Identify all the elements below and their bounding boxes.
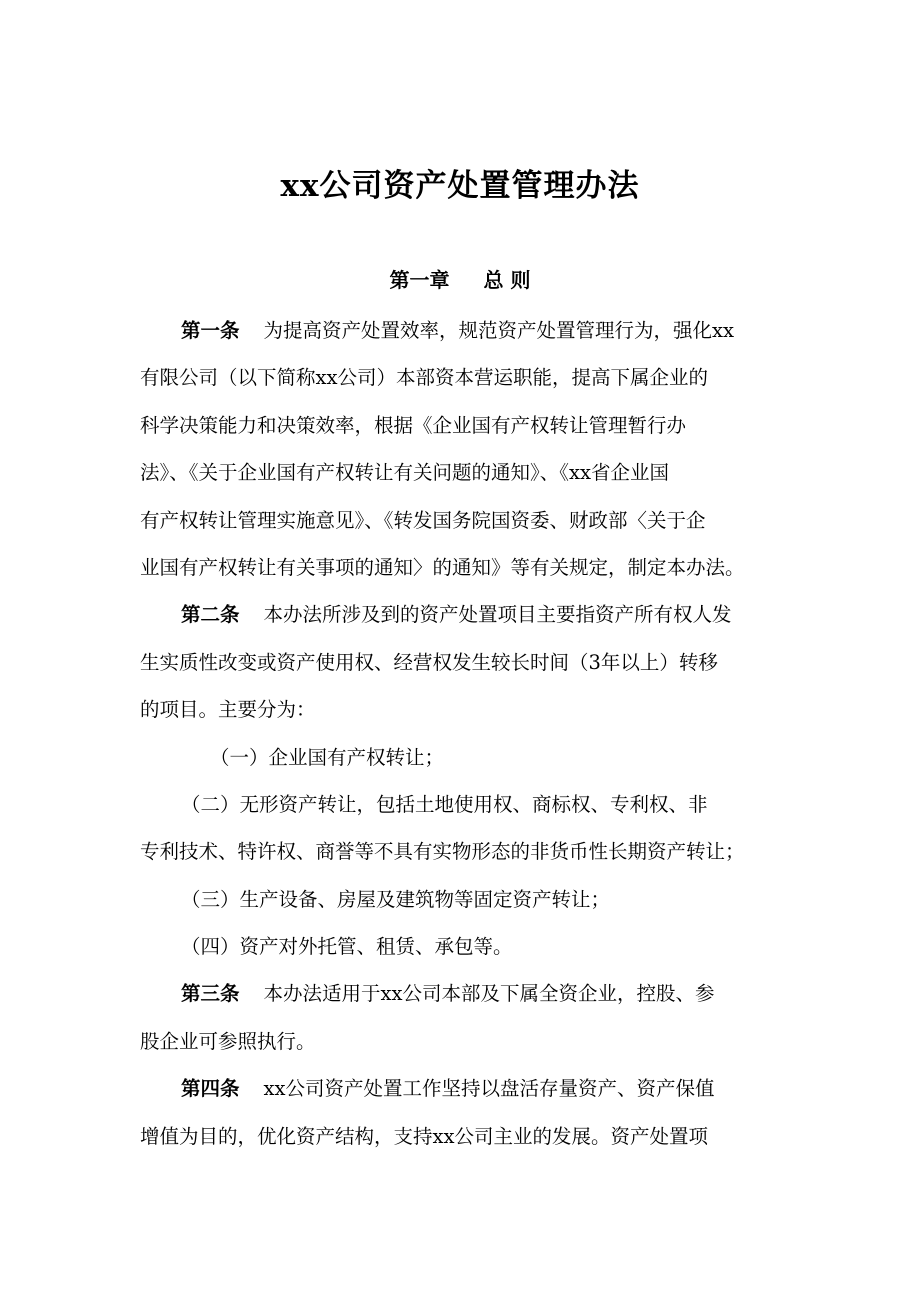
article-label: 第二条	[181, 603, 240, 627]
article-2-line	[140, 591, 792, 638]
paragraph-line: 股企业可参照执行。	[140, 1029, 316, 1053]
chapter-heading	[0, 262, 920, 298]
chapter-name: 总 则	[483, 268, 531, 292]
list-item: （四）资产对外托管、租赁、承包等。	[181, 935, 513, 959]
document-title: xx公司资产处置管理办法	[280, 168, 640, 204]
paragraph-line: 本办法适用于xx公司本部及下属全资企业，控股、参	[263, 982, 715, 1006]
document-body	[140, 307, 792, 1160]
article-3-line	[140, 970, 792, 1017]
list-item: （二）无形资产转让，包括土地使用权、商标权、专利权、非	[181, 792, 708, 816]
paragraph-line: 科学决策能力和决策效率，根据《企业国有产权转让管理暂行办	[140, 413, 687, 437]
paragraph-line: 专利技术、特许权、商誉等不具有实物形态的非货币性长期资产转让；	[140, 840, 745, 864]
paragraph-line: 法》、《关于企业国有产权转让有关问题的通知》、《xx省企业国	[140, 461, 669, 485]
article-1-line	[140, 307, 792, 354]
article-label: 第三条	[181, 982, 240, 1006]
paragraph-line: 业国有产权转让有关事项的通知〉的通知》等有关规定，制定本办法。	[140, 555, 745, 579]
paragraph-line: 为提高资产处置效率，规范资产处置管理行为，强化xx	[263, 319, 735, 342]
article-label: 第一条	[181, 319, 240, 342]
article-label: 第四条	[181, 1077, 240, 1101]
list-item: （一）企业国有产权转让；	[210, 745, 445, 769]
paragraph-line: 的项目。主要分为：	[140, 698, 316, 722]
list-item: （三）生产设备、房屋及建筑物等固定资产转让；	[181, 887, 611, 911]
paragraph-line: 增值为目的，优化资产结构，支持xx公司主业的发展。资产处置项	[140, 1124, 708, 1148]
paragraph-line: xx公司资产处置工作坚持以盘活存量资产、资产保值	[263, 1077, 715, 1101]
paragraph-line: 有限公司（以下简称xx公司）本部资本营运职能，提高下属企业的	[140, 366, 708, 390]
paragraph-line: 生实质性改变或资产使用权、经营权发生较长时间（3年以上）转移	[140, 650, 718, 674]
paragraph-line: 有产权转让管理实施意见》、《转发国务院国资委、财政部〈关于企	[140, 508, 706, 532]
chapter-number: 第一章	[389, 268, 450, 292]
paragraph-line: 本办法所涉及到的资产处置项目主要指资产所有权人发	[263, 603, 732, 627]
article-4-line	[140, 1065, 792, 1112]
